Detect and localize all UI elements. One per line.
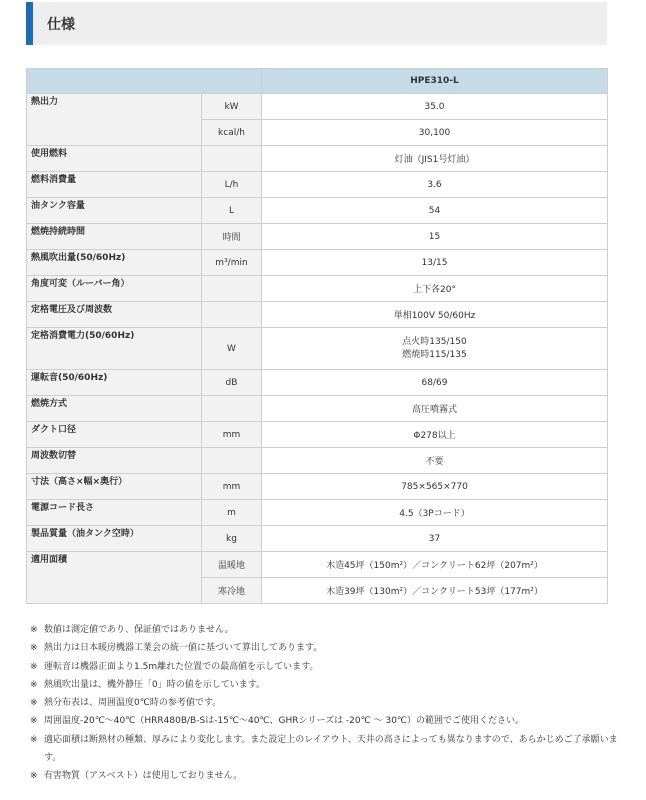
table-row bbox=[27, 302, 608, 328]
note-item bbox=[30, 694, 620, 712]
note-item bbox=[30, 712, 620, 730]
table-row bbox=[27, 396, 608, 422]
row-unit: kg bbox=[202, 526, 262, 552]
row-unit bbox=[202, 302, 262, 328]
table-row bbox=[27, 552, 608, 578]
section-header bbox=[26, 2, 607, 45]
note-item bbox=[30, 639, 620, 657]
row-value-line: 燃焼時115/135 bbox=[402, 349, 467, 360]
row-label: 定格電圧及び周波数 bbox=[27, 302, 202, 328]
row-label: 寸法（高さ×幅×奥行） bbox=[27, 474, 202, 500]
row-unit: 温暖地 bbox=[202, 552, 262, 578]
row-label: 適用面積 bbox=[27, 552, 202, 604]
row-value: 上下各20° bbox=[262, 276, 608, 302]
row-label: 使用燃料 bbox=[27, 146, 202, 172]
row-unit: kcal/h bbox=[202, 120, 262, 146]
row-unit: 寒冷地 bbox=[202, 578, 262, 604]
row-label: 熱風吹出量(50/60Hz) bbox=[27, 250, 202, 276]
note-item bbox=[30, 731, 620, 768]
note-text: 熱風吹出量は、機外静圧「0」時の値を示しています。 bbox=[44, 679, 266, 690]
row-unit: mm bbox=[202, 474, 262, 500]
table-row bbox=[27, 276, 608, 302]
row-value: 3.6 bbox=[262, 172, 608, 198]
row-label: 燃焼持続時間 bbox=[27, 224, 202, 250]
header-blank-cell bbox=[27, 69, 262, 94]
table-row bbox=[27, 500, 608, 526]
row-label: 電源コード長さ bbox=[27, 500, 202, 526]
table-row bbox=[27, 94, 608, 120]
note-mark: ※ bbox=[30, 661, 38, 672]
row-unit bbox=[202, 448, 262, 474]
table-row bbox=[27, 146, 608, 172]
table-row bbox=[27, 422, 608, 448]
note-item bbox=[30, 676, 620, 694]
note-item bbox=[30, 621, 620, 639]
row-label: 燃料消費量 bbox=[27, 172, 202, 198]
spec-table bbox=[26, 68, 608, 604]
note-mark: ※ bbox=[30, 771, 38, 782]
row-value: 35.0 bbox=[262, 94, 608, 120]
row-unit: L bbox=[202, 198, 262, 224]
note-mark: ※ bbox=[30, 679, 38, 690]
row-value: 785×565×770 bbox=[262, 474, 608, 500]
table-row bbox=[27, 474, 608, 500]
row-value: 15 bbox=[262, 224, 608, 250]
note-mark: ※ bbox=[30, 716, 38, 727]
row-value: 54 bbox=[262, 198, 608, 224]
row-value: 単相100V 50/60Hz bbox=[262, 302, 608, 328]
row-unit: m bbox=[202, 500, 262, 526]
row-value: 37 bbox=[262, 526, 608, 552]
note-mark: ※ bbox=[30, 625, 38, 635]
row-unit: mm bbox=[202, 422, 262, 448]
row-value-line: 点火時135/150 bbox=[402, 336, 467, 347]
row-unit: W bbox=[202, 328, 262, 370]
row-unit: m³/min bbox=[202, 250, 262, 276]
note-text: 適応面積は断熱材の種類、厚みにより変化します。また設定上のレイアウト、天井の高さによっても異なりますので、あらかじめご了承願います。 bbox=[44, 734, 618, 764]
section-title: 仕様 bbox=[47, 17, 75, 33]
note-mark: ※ bbox=[30, 698, 38, 709]
row-value: 高圧噴霧式 bbox=[262, 396, 608, 422]
table-row bbox=[27, 328, 608, 370]
note-text: 熱分布表は、周囲温度0℃時の参考値です。 bbox=[44, 698, 222, 709]
row-value bbox=[262, 328, 608, 370]
row-unit: dB bbox=[202, 370, 262, 396]
row-label: 熱出力 bbox=[27, 94, 202, 146]
table-row bbox=[27, 198, 608, 224]
table-row bbox=[27, 172, 608, 198]
row-value: 13/15 bbox=[262, 250, 608, 276]
row-label: 角度可変（ルーバー角） bbox=[27, 276, 202, 302]
row-label: 燃焼方式 bbox=[27, 396, 202, 422]
row-value: Φ278以上 bbox=[262, 422, 608, 448]
row-label: 製品質量（油タンク空時） bbox=[27, 526, 202, 552]
note-text: 周囲温度-20℃〜40℃（HRR480B/B-Sは-15℃〜40℃、GHRシリーズは -20℃ 〜 30℃）の範囲でご使用ください。 bbox=[44, 716, 525, 727]
row-unit bbox=[202, 396, 262, 422]
row-unit: kW bbox=[202, 94, 262, 120]
row-value: 木造39坪（130m²）／コンクリート53坪（177m²） bbox=[262, 578, 608, 604]
table-row bbox=[27, 224, 608, 250]
table-row bbox=[27, 526, 608, 552]
row-unit: L/h bbox=[202, 172, 262, 198]
note-mark: ※ bbox=[30, 643, 38, 654]
note-text: 数値は測定値であり、保証値ではありません。 bbox=[44, 625, 234, 635]
table-row bbox=[27, 448, 608, 474]
row-label: 定格消費電力(50/60Hz) bbox=[27, 328, 202, 370]
model-header: HPE310-L bbox=[262, 69, 608, 94]
row-value: 木造45坪（150m²）／コンクリート62坪（207m²） bbox=[262, 552, 608, 578]
row-unit bbox=[202, 276, 262, 302]
note-text: 有害物質（アスベスト）は使用しておりません。 bbox=[44, 771, 243, 782]
row-label: 周波数切替 bbox=[27, 448, 202, 474]
row-unit bbox=[202, 146, 262, 172]
row-label: 運転音(50/60Hz) bbox=[27, 370, 202, 396]
row-unit: 時間 bbox=[202, 224, 262, 250]
table-row bbox=[27, 250, 608, 276]
row-value: 灯油（JIS1号灯油） bbox=[262, 146, 608, 172]
note-text: 熱出力は日本暖房機器工業会の統一値に基づいて算出してあります。 bbox=[44, 643, 323, 654]
table-row bbox=[27, 370, 608, 396]
row-value: 不要 bbox=[262, 448, 608, 474]
row-label: ダクト口径 bbox=[27, 422, 202, 448]
note-item bbox=[30, 658, 620, 676]
row-label: 油タンク容量 bbox=[27, 198, 202, 224]
notes-list bbox=[30, 621, 620, 786]
note-mark: ※ bbox=[30, 734, 38, 745]
note-item bbox=[30, 767, 620, 785]
note-text: 運転音は機器正面より1.5m離れた位置での最高値を示しています。 bbox=[44, 661, 319, 672]
row-value: 4.5（3Pコード） bbox=[262, 500, 608, 526]
row-value: 68/69 bbox=[262, 370, 608, 396]
table-header-row bbox=[27, 69, 608, 94]
row-value: 30,100 bbox=[262, 120, 608, 146]
